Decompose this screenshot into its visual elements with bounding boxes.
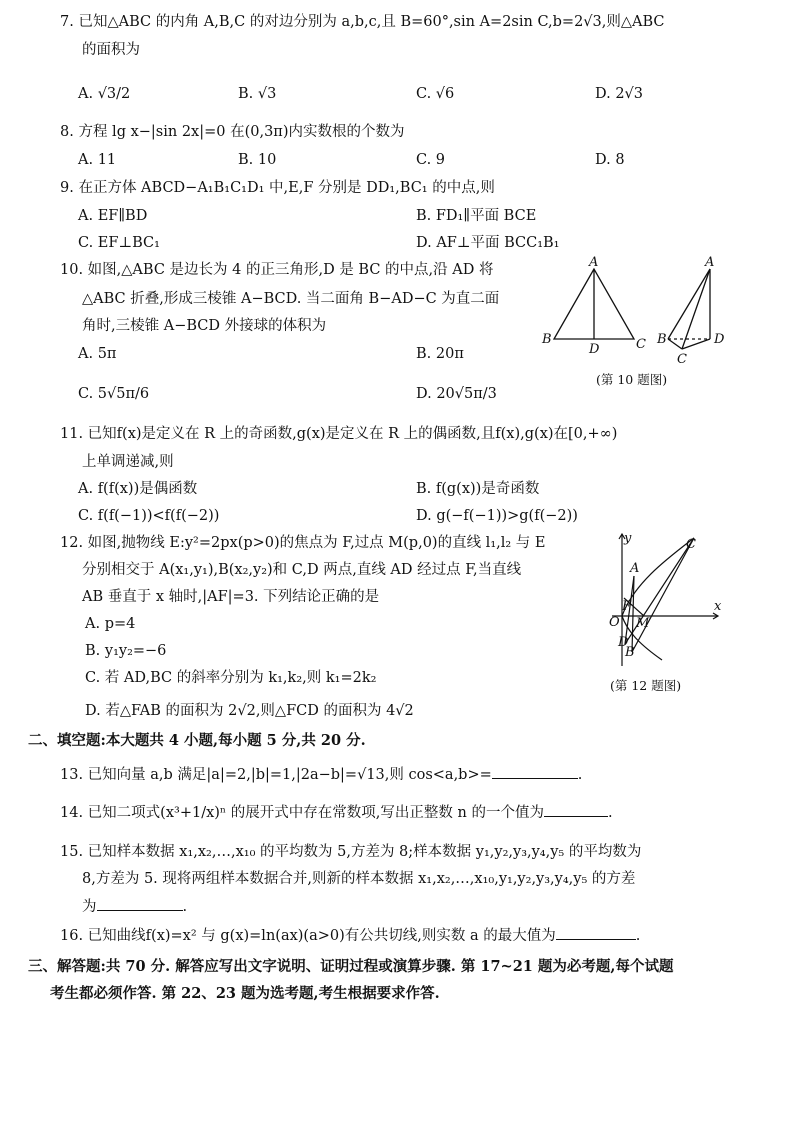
q10-label-a2: A: [705, 255, 715, 270]
q12-line-2: 分别相交于 A(x₁,y₁),B(x₂,y₂)和 C,D 两点,直线 AD 经过点 F,当直线: [82, 562, 522, 578]
q12-label-y: y: [624, 531, 632, 546]
q10-option-a: A. 5π: [78, 346, 117, 362]
q10-line-1: 10. 如图,△ABC 是边长为 4 的正三角形,D 是 BC 的中点,沿 AD 将: [60, 262, 494, 278]
q12-label-d: D: [618, 635, 629, 650]
q15-end: .: [182, 899, 188, 915]
q13-text: 13. 已知向量 a,b 满足|a|=2,|b|=1,|2a−b|=√13,则 cos<a,b>=: [60, 767, 492, 783]
q12-line-bc: [632, 538, 694, 652]
q10-caption: (第 10 题图): [596, 372, 668, 387]
q10-label-d1: D: [589, 342, 600, 357]
q7-line-1: 7. 已知△ABC 的内角 A,B,C 的对边分别为 a,b,c,且 B=60°,sin A=2sin C,b=2√3,则△ABC: [60, 14, 665, 30]
q12-caption: (第 12 题图): [610, 678, 682, 693]
q9-option-b: B. FD₁∥平面 BCE: [416, 208, 537, 224]
q16-end: .: [635, 928, 641, 944]
q11-option-b: B. f(g(x))是奇函数: [416, 481, 540, 497]
q12-option-c: C. 若 AD,BC 的斜率分别为 k₁,k₂,则 k₁=2k₂: [85, 670, 377, 686]
q10-line-2: △ABC 折叠,形成三棱锥 A−BCD. 当二面角 B−AD−C 为直二面: [82, 291, 500, 307]
q13-line: [60, 764, 582, 785]
q11-line-2: 上单调递减,则: [82, 454, 174, 470]
q7-option-a: A. √3/2: [78, 86, 131, 102]
q11-line-1: 11. 已知f(x)是定义在 R 上的奇函数,g(x)是定义在 R 上的偶函数,且f(x),g(x)在[0,+∞): [60, 426, 618, 442]
q10-figure: [538, 255, 738, 375]
q15-line-3-text: 为: [82, 899, 97, 915]
section-3-heading-line-1: 三、解答题:共 70 分. 解答应写出文字说明、证明过程或演算步骤. 第 17~21 题为必考题,每个试题: [28, 958, 674, 975]
q14-answer-blank[interactable]: [544, 802, 608, 817]
q10-label-d2: D: [714, 332, 725, 347]
q16-answer-blank[interactable]: [556, 925, 636, 940]
q7-option-d: D. 2√3: [595, 86, 644, 102]
q8-option-d: D. 8: [595, 152, 625, 168]
q11-option-d: D. g(−f(−1))>g(f(−2)): [416, 508, 578, 524]
q9-option-d: D. AF⊥平面 BCC₁B₁: [416, 235, 560, 251]
q12-label-m: M: [636, 616, 650, 631]
q11-option-c: C. f(f(−1))<f(f(−2)): [78, 508, 220, 524]
q8-option-a: A. 11: [78, 152, 117, 168]
q12-label-a: A: [630, 561, 640, 576]
q9-option-a: A. EF∥BD: [78, 208, 148, 224]
q10-option-c: C. 5√5π/6: [78, 386, 150, 402]
q12-label-o: O: [609, 615, 620, 630]
q7-option-c: C. √6: [416, 86, 455, 102]
q14-text: 14. 已知二项式(x³+1/x)ⁿ 的展开式中存在常数项,写出正整数 n 的一个值为: [60, 805, 544, 821]
q15-line-3: [82, 896, 187, 917]
q7-option-b: B. √3: [238, 86, 277, 102]
q12-figure: [598, 528, 728, 672]
q14-end: .: [607, 805, 613, 821]
section-2-heading: 二、填空题:本大题共 4 小题,每小题 5 分,共 20 分.: [28, 732, 366, 749]
q9-line-1: 9. 在正方体 ABCD−A₁B₁C₁D₁ 中,E,F 分别是 DD₁,BC₁ 的中点,则: [60, 180, 495, 196]
q10-label-c1: C: [636, 337, 646, 352]
q8-line-1: 8. 方程 lg x−|sin 2x|=0 在(0,3π)内实数根的个数为: [60, 124, 405, 140]
q15-answer-blank[interactable]: [97, 896, 183, 911]
q10-line-3: 角时,三棱锥 A−BCD 外接球的体积为: [82, 318, 327, 334]
q12-label-c: C: [686, 537, 696, 552]
q12-line-3: AB 垂直于 x 轴时,|AF|=3. 下列结论正确的是: [82, 589, 380, 605]
q16-text: 16. 已知曲线f(x)=x² 与 g(x)=ln(ax)(a>0)有公共切线,则实数 a 的最大值为: [60, 928, 556, 944]
q13-end: .: [577, 767, 583, 783]
q10-label-b1: B: [542, 332, 552, 347]
q12-label-x: x: [714, 599, 722, 614]
q8-option-b: B. 10: [238, 152, 277, 168]
q10-label-c2: C: [677, 352, 687, 367]
q12-label-f: F: [622, 599, 632, 614]
q13-answer-blank[interactable]: [492, 764, 578, 779]
q10-edge-cd: [682, 339, 710, 349]
q7-line-2: 的面积为: [82, 42, 140, 58]
q8-option-c: C. 9: [416, 152, 446, 168]
q10-label-a1: A: [589, 255, 599, 270]
q9-option-c: C. EF⊥BC₁: [78, 235, 160, 251]
q15-line-2: 8,方差为 5. 现将两组样本数据合并,则新的样本数据 x₁,x₂,…,x₁₀,y₁,y₂,y₃,y₄,y₅ 的方差: [82, 871, 636, 887]
q15-line-1: 15. 已知样本数据 x₁,x₂,…,x₁₀ 的平均数为 5,方差为 8;样本数据 y₁,y₂,y₃,y₄,y₅ 的平均数为: [60, 844, 642, 860]
q12-line-1: 12. 如图,抛物线 E:y²=2px(p>0)的焦点为 F,过点 M(p,0)的直线 l₁,l₂ 与 E: [60, 535, 546, 551]
q14-line: [60, 802, 613, 823]
q12-option-d: D. 若△FAB 的面积为 2√2,则△FCD 的面积为 4√2: [85, 703, 414, 719]
q12-label-b: B: [625, 645, 635, 660]
q10-edge-bc: [668, 339, 682, 349]
q12-option-a: A. p=4: [85, 616, 136, 632]
q12-option-b: B. y₁y₂=−6: [85, 643, 167, 659]
q10-label-b2: B: [657, 332, 667, 347]
q16-line: [60, 925, 640, 946]
q10-option-d: D. 20√5π/3: [416, 386, 497, 402]
section-3-heading-line-2: 考生都必须作答. 第 22、23 题为选考题,考生根据要求作答.: [50, 985, 440, 1002]
q11-option-a: A. f(f(x))是偶函数: [78, 481, 198, 497]
q10-option-b: B. 20π: [416, 346, 464, 362]
